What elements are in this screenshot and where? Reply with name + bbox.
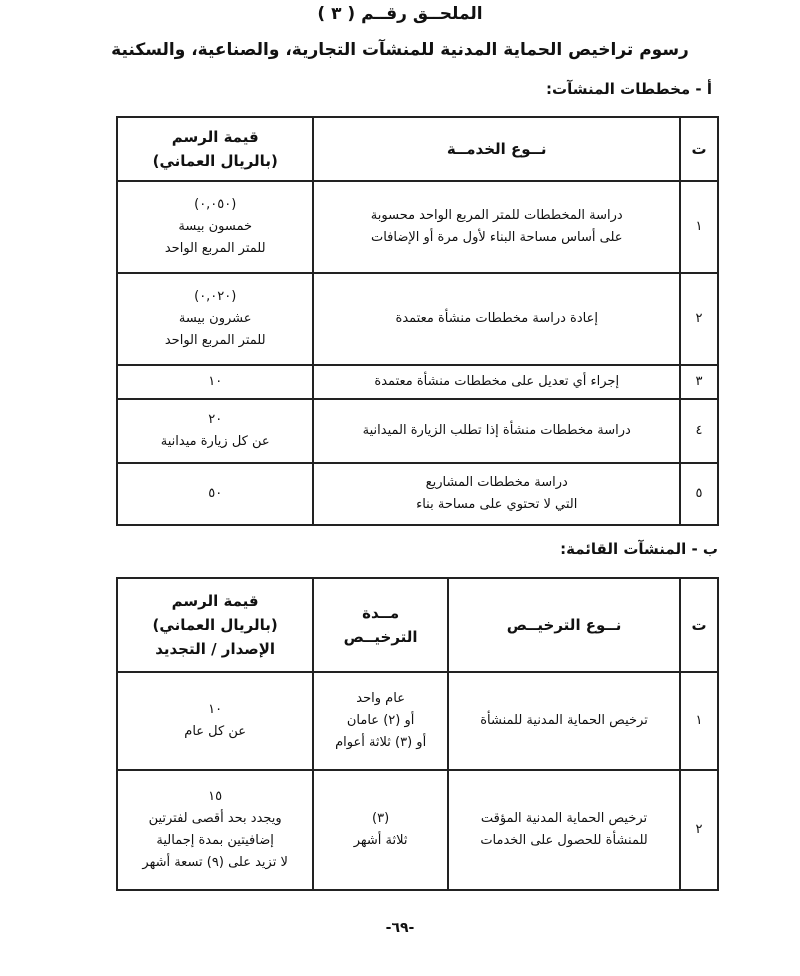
row-number: ١: [680, 181, 718, 273]
page-number: -٦٩-: [385, 920, 415, 936]
table-row: [117, 181, 718, 273]
section-a-heading: أ - مخططات المنشآت:: [546, 80, 712, 98]
fee-header-issue: الإصدار / التجديد: [155, 640, 276, 658]
license-cell: [448, 770, 680, 890]
fee-cell-line: للمتر المربع الواحد: [164, 241, 266, 256]
duration-header-line: مــدة: [362, 604, 400, 622]
table-row: [117, 273, 718, 365]
fee-cell-line: عشرون بيسة: [178, 311, 252, 326]
duration-cell-line: عام واحد: [356, 691, 405, 706]
service-cell: [313, 273, 680, 365]
column-header-license: نــوع الترخيــص: [448, 578, 680, 672]
fee-cell-line: عن كل عام: [184, 724, 246, 739]
row-number: ٢: [680, 770, 718, 890]
table-header-row: [117, 117, 718, 181]
plans-fees-table: [116, 116, 719, 526]
service-cell-line: دراسة مخططات المشاريع: [425, 475, 568, 490]
column-header-num: ت: [680, 578, 718, 672]
table-row: [117, 399, 718, 463]
service-cell-line: التي لا تحتوي على مساحة بناء: [416, 497, 578, 512]
service-cell: [313, 181, 680, 273]
fee-cell-line: خمسون بيسة: [178, 219, 253, 234]
row-number: ٤: [680, 399, 718, 463]
fee-cell: [117, 273, 313, 365]
fee-header-unit: (بالريال العماني): [152, 152, 278, 170]
license-cell-line: ترخيص الحماية المدنية للمنشأة: [480, 713, 648, 728]
fee-cell-line: ١٠: [208, 702, 223, 717]
duration-cell-line: (٣): [372, 811, 390, 826]
service-cell: [313, 399, 680, 463]
duration-header-line: الترخيــص: [343, 628, 418, 646]
table-row: [117, 770, 718, 890]
service-cell-line: دراسة المخططات للمتر المربع الواحد محسوبة: [370, 208, 623, 223]
duration-cell: [313, 672, 448, 770]
page-subtitle: رسوم تراخيص الحماية المدنية للمنشآت التجارية، والصناعية، والسكنية: [111, 40, 689, 60]
fee-cell: [117, 365, 313, 399]
column-header-num: ت: [680, 117, 718, 181]
fee-cell-line: للمتر المربع الواحد: [164, 333, 266, 348]
fee-cell-line: (٠,٠٢٠): [194, 289, 237, 304]
fee-cell-line: إضافيتين بمدة إجمالية: [156, 833, 274, 848]
table-row: [117, 672, 718, 770]
fee-cell: [117, 181, 313, 273]
row-number: ٥: [680, 463, 718, 525]
column-header-service: نــوع الخدمــة: [313, 117, 680, 181]
fee-cell: [117, 399, 313, 463]
fee-cell-line: ١٥: [208, 789, 223, 804]
fee-cell: [117, 770, 313, 890]
fee-cell-line: ٥٠: [208, 486, 223, 501]
column-header-duration: [313, 578, 448, 672]
duration-cell-line: أو (٣) ثلاثة أعوام: [335, 735, 427, 750]
existing-facilities-table: [116, 577, 719, 891]
duration-cell-line: أو (٢) عامان: [346, 713, 415, 728]
section-b-heading: ب - المنشآت القائمة:: [560, 540, 718, 558]
column-header-fee: [117, 578, 313, 672]
fee-header-unit: (بالريال العماني): [152, 616, 278, 634]
fee-cell-line: ١٠: [208, 374, 223, 389]
table-header-row: [117, 578, 718, 672]
row-number: ١: [680, 672, 718, 770]
column-header-fee: [117, 117, 313, 181]
table-row: [117, 365, 718, 399]
duration-cell-line: ثلاثة أشهر: [353, 833, 408, 848]
service-cell: [313, 463, 680, 525]
service-cell-line: إعادة دراسة مخططات منشأة معتمدة: [395, 311, 598, 326]
fee-header-line: قيمة الرسم: [171, 592, 259, 610]
table-row: [117, 463, 718, 525]
fee-cell-line: لا تزيد على (٩) تسعة أشهر: [142, 855, 288, 870]
row-number: ٢: [680, 273, 718, 365]
fee-cell-line: (٠,٠٥٠): [194, 197, 237, 212]
license-cell: [448, 672, 680, 770]
license-cell-line: ترخيص الحماية المدنية المؤقت: [480, 811, 648, 826]
service-cell-line: دراسة مخططات منشأة إذا تطلب الزيارة الميدانية: [362, 423, 631, 438]
service-cell-line: إجراء أي تعديل على مخططات منشأة معتمدة: [374, 374, 620, 389]
fee-cell-line: ويجدد بحد أقصى لفترتين: [148, 811, 282, 826]
row-number: ٣: [680, 365, 718, 399]
service-cell-line: على أساس مساحة البناء لأول مرة أو الإضافات: [370, 230, 623, 245]
fee-cell: [117, 672, 313, 770]
duration-cell: [313, 770, 448, 890]
page-title: الملحــق رقــم ( ٣ ): [317, 4, 483, 24]
fee-header-line: قيمة الرسم: [171, 128, 259, 146]
fee-cell: [117, 463, 313, 525]
fee-cell-line: ٢٠: [208, 412, 223, 427]
service-cell: [313, 365, 680, 399]
license-cell-line: للمنشأة للحصول على الخدمات: [480, 833, 648, 848]
fee-cell-line: عن كل زيارة ميدانية: [160, 434, 270, 449]
